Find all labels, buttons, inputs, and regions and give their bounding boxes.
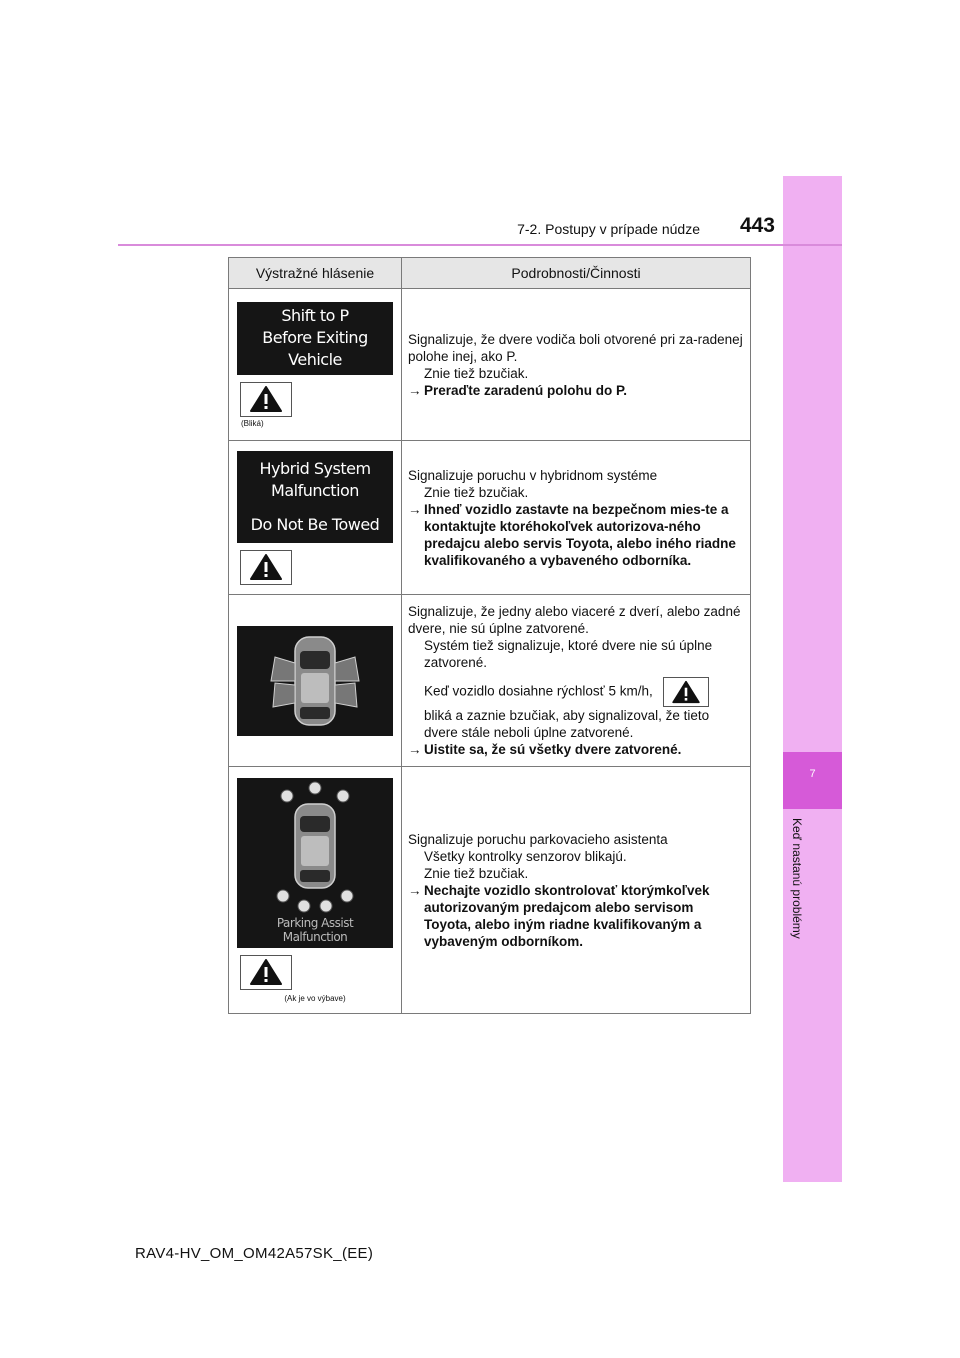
warning-table [228,257,751,1014]
detail-cell [402,441,751,595]
action-text: → Nechajte vozidlo skontrolovať ktorýmkoľvek autorizovaným predajcom alebo servisom Toyota, alebo iným riadne kvalifikovaným a vybaveným odborníkom. [408,882,710,949]
table-row [229,289,751,441]
shift-to-p-display: Shift to P Before Exiting Vehicle [237,302,393,375]
document-code: RAV4-HV_OM_OM42A57SK_(EE) [135,1245,374,1262]
header-rule [118,244,842,246]
table-row [229,767,751,1014]
warning-triangle-icon [240,382,292,417]
equipment-note: (Ak je vo výbave) [284,993,346,1003]
hybrid-system-display: Hybrid System Malfunction Do Not Be Towed [237,451,393,543]
action-text: → Uistite sa, že sú všetky dvere zatvorené. [408,742,682,757]
page-number: 443 [739,214,775,237]
detail-indent: Všetky kontrolky senzorov blikajú. [424,848,627,864]
detail-indent: Znie tiež bzučiak. [424,865,529,881]
warning-cell [229,595,402,767]
action-text: → Preraďte zaradenú polohu do P. [408,382,627,398]
detail-text: Signalizuje poruchu parkovacieho asistenta [408,831,668,847]
detail-indent: Znie tiež bzučiak. [424,484,529,500]
warning-cell [229,289,402,441]
chapter-number-tab [783,752,842,809]
warning-triangle-icon [663,677,709,707]
car-doors-open-icon [245,629,385,733]
table-header-row [229,258,751,289]
speed-line: Keď vozidlo dosiahne rýchlosť 5 km/h, [408,677,744,707]
chapter-title: Keď nastanú problémy [790,818,804,939]
warning-cell [229,767,402,1014]
section-title: 7-2. Postupy v prípade núdze [517,221,700,237]
door-open-display [237,626,393,736]
table-row [229,441,751,595]
chapter-side-tab [783,176,842,1182]
warning-triangle-icon [240,550,292,585]
detail-indent: Znie tiež bzučiak. [424,365,529,381]
table-row [229,595,751,767]
detail-cell [402,595,751,767]
speed-line-continued: bliká a zaznie bzučiak, aby signalizoval, že tieto dvere stále neboli úplne zatvorené. [424,708,710,740]
detail-text: Signalizuje, že dvere vodiča boli otvorené pri za-radenej polohe inej, ako P. [408,331,743,364]
warning-cell [229,441,402,595]
detail-cell [402,767,751,1014]
parking-sensors-icon [240,778,390,916]
detail-text: Signalizuje poruchu v hybridnom systéme [408,467,658,483]
chapter-number: 7 [809,768,816,780]
blink-note: (Bliká) [241,418,264,428]
warning-triangle-icon [240,955,292,990]
column-header: Podrobnosti/Činnosti [402,258,751,289]
action-text: → Ihneď vozidlo zastavte na bezpečnom mies-te a kontaktujte ktoréhokoľvek autorizova-ného predajcu alebo servis Toyota, alebo iného riadne kvalifikovaného a vybaveného odborníka. [408,501,736,568]
parking-assist-display: Parking Assist Malfunction [237,778,393,948]
detail-cell [402,289,751,441]
column-header: Výstražné hlásenie [229,258,402,289]
detail-indent: Systém tiež signalizuje, ktoré dvere nie sú úplne zatvorené. [424,638,713,670]
detail-text: Signalizuje, že jedny alebo viaceré z dverí, alebo zadné dvere, nie sú úplne zatvorené. [408,604,741,636]
